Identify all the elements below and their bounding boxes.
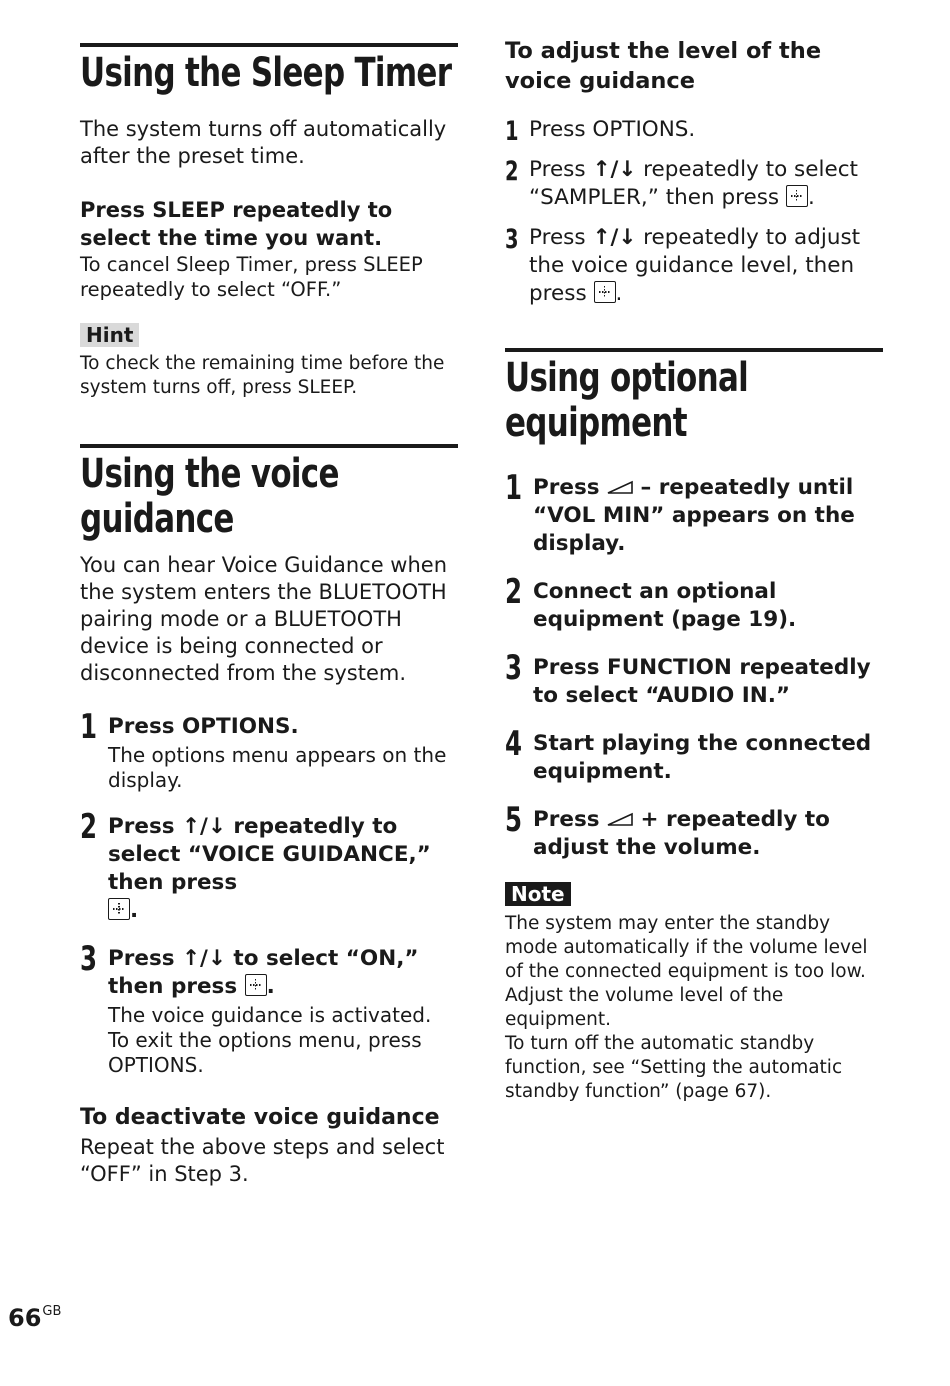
section-rule (80, 43, 458, 47)
step-text-rest: repeatedly to adjust the voice guidance level, then press (529, 225, 861, 306)
voice-guidance-intro: You can hear Voice Guidance when the system enters the BLUETOOTH pairing mode or a BLUETOOTH device is being connected or disconnected from the system. (80, 553, 448, 685)
volume-icon (607, 480, 633, 494)
page-number (8, 1304, 61, 1332)
deactivate-title: To deactivate voice guidance (80, 1105, 440, 1130)
step-text: Press OPTIONS. (529, 117, 696, 142)
note-text-2: To turn off the automatic standby function, see “Setting the automatic standby function” (page 67). (505, 1033, 843, 1102)
step-number: 3 (80, 939, 98, 979)
sleep-timer-intro: The system turns off automatically after the preset time. (80, 117, 447, 168)
step-desc: The voice guidance is activated. To exit the options menu, press OPTIONS. (108, 1003, 432, 1077)
adjust-step-3 (505, 224, 883, 308)
press-label: Press (108, 946, 175, 971)
enter-key-icon (786, 185, 808, 207)
step-title: Press OPTIONS. (108, 714, 299, 739)
deactivate-body: Repeat the above steps and select “OFF” in Step 3. (80, 1135, 445, 1186)
voice-guidance-title-line2: guidance (80, 496, 234, 542)
step-number: 2 (505, 572, 523, 612)
voice-guidance-title (80, 452, 405, 542)
step-title-text: repeatedly to select “VOICE GUIDANCE,” then press (108, 814, 431, 895)
step-title: Start playing the connected equipment. (533, 731, 872, 784)
press-label: Press (533, 807, 600, 832)
right-column (505, 0, 883, 1104)
note-label: Note (505, 882, 571, 906)
sleep-timer-title: Using the Sleep Timer (80, 50, 452, 96)
step-number: 1 (80, 707, 98, 747)
adjust-step-1 (505, 116, 883, 147)
optional-equipment-title-line2: equipment (505, 400, 687, 446)
step-number: 2 (505, 156, 519, 187)
optional-step-4 (505, 724, 883, 786)
step-number: 2 (80, 807, 98, 847)
enter-key-icon (108, 898, 130, 920)
sleep-timer-cancel: To cancel Sleep Timer, press SLEEP repeatedly to select “OFF.” (80, 253, 423, 301)
step-title-text: to select “ON,” then press (108, 946, 419, 999)
volume-plus-label: + (640, 807, 659, 832)
press-label: Press (108, 814, 175, 839)
optional-step-2 (505, 572, 883, 634)
voice-step-2 (80, 807, 458, 925)
note-text-1: The system may enter the standby mode automatically if the volume level of the connected equipment is too low. Adjust the volume level of the equipment. (505, 913, 868, 1030)
step-title: Connect an optional equipment (page 19). (533, 579, 797, 632)
step-title: Press ↑/↓ repeatedly to select “VOICE GUIDANCE,” then press . (108, 814, 431, 923)
sleep-timer-instruction: Press SLEEP repeatedly to select the time you want. (80, 198, 393, 250)
step-text-rest: repeatedly to select “SAMPLER,” then press (529, 157, 858, 210)
step-title: Press FUNCTION repeatedly to select “AUDIO IN.” (533, 655, 871, 708)
step-text: Press ↑/↓ repeatedly to select “SAMPLER,” then press . (529, 157, 858, 210)
volume-icon (607, 812, 633, 826)
up-down-arrow-icon: ↑/↓ (592, 157, 637, 182)
optional-step-1 (505, 468, 883, 558)
enter-key-icon (245, 974, 267, 996)
step-number: 3 (505, 648, 523, 688)
adjust-step-2 (505, 156, 883, 212)
step-title-text: repeatedly to adjust the volume. (533, 807, 830, 860)
up-down-arrow-icon: ↑/↓ (182, 814, 226, 839)
page-number-value: 66 (8, 1304, 42, 1332)
voice-step-1 (80, 707, 458, 793)
press-label: Press (529, 225, 586, 250)
step-title (533, 806, 883, 862)
left-column (80, 0, 458, 1188)
up-down-arrow-icon: ↑/↓ (182, 946, 226, 971)
step-desc: The options menu appears on the display. (108, 743, 447, 792)
optional-step-5 (505, 800, 883, 862)
hint-label: Hint (80, 323, 139, 347)
voice-guidance-title-line1: Using the voice (80, 451, 339, 497)
step-title: Press ↑/↓ to select “ON,” then press . (108, 946, 419, 999)
adjust-level-title: To adjust the level of the voice guidance (505, 38, 822, 94)
step-number: 1 (505, 116, 519, 147)
page-number-suffix: GB (42, 1304, 62, 1319)
voice-step-3 (80, 939, 458, 1078)
step-title (533, 474, 883, 558)
volume-minus-label: – (640, 475, 652, 500)
optional-equipment-title-line1: Using optional (505, 355, 749, 401)
section-rule (80, 444, 458, 448)
step-number: 4 (505, 724, 523, 764)
step-number: 1 (505, 468, 523, 508)
press-label: Press (529, 157, 586, 182)
press-label: Press (533, 475, 600, 500)
step-title-text: repeatedly until “VOL MIN” appears on the display. (533, 475, 855, 556)
step-number: 5 (505, 800, 523, 840)
hint-text: To check the remaining time before the system turns off, press SLEEP. (80, 353, 445, 398)
up-down-arrow-icon: ↑/↓ (592, 225, 637, 250)
section-rule (505, 348, 883, 352)
optional-step-3 (505, 648, 883, 710)
enter-key-icon (594, 281, 616, 303)
optional-equipment-title (505, 356, 830, 446)
step-text: Press ↑/↓ repeatedly to adjust the voice guidance level, then press . (529, 225, 861, 306)
step-number: 3 (505, 224, 519, 255)
